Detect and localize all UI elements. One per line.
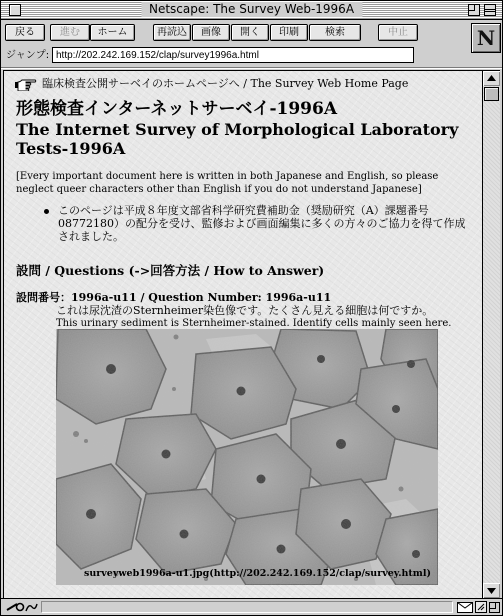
scroll-up-arrow[interactable] xyxy=(483,71,500,86)
find-button[interactable]: 検索 xyxy=(309,24,361,41)
arrow-down-icon xyxy=(483,583,500,598)
home-button[interactable]: ホーム xyxy=(90,24,135,41)
scroll-thumb[interactable] xyxy=(484,87,499,101)
window-title: Netscape: The Survey Web-1996A xyxy=(141,2,362,17)
questions-heading xyxy=(16,263,324,279)
open-button[interactable]: 開く xyxy=(231,24,269,41)
component-bar-icon[interactable] xyxy=(475,601,487,613)
security-key-icon[interactable] xyxy=(5,601,39,613)
window-shade-icon[interactable] xyxy=(484,4,496,16)
question-text-english: This urinary sediment is Sternheimer-stained. Identify cells mainly seen here. xyxy=(56,318,452,329)
question-text-japanese: これは尿沈渣のSternheimer染色像です。たくさん見える細胞は何ですか。 xyxy=(56,304,434,317)
images-button[interactable]: 画像 xyxy=(192,24,230,41)
how-to-answer-link[interactable]: ->回答方法 / How to Answer xyxy=(134,263,319,278)
forward-button[interactable]: 進む xyxy=(50,24,90,41)
questions-label: 設問 / Questions ( xyxy=(16,263,135,278)
title-bar[interactable] xyxy=(1,1,502,20)
language-note: [Every important document here is written in both Japanese and English, so please neglect queer characters other than English if you do not understand Japanese] xyxy=(16,171,439,195)
pointing-hand-icon[interactable] xyxy=(14,77,38,91)
page-title-japanese: 形態検査インターネットサーベイ-1996A xyxy=(16,99,338,119)
urine-sediment-micrograph xyxy=(56,329,438,585)
vertical-scrollbar[interactable] xyxy=(482,70,500,598)
arrow-up-icon xyxy=(483,71,500,86)
navigation-toolbar xyxy=(1,20,502,44)
location-label: ジャンプ: xyxy=(6,50,50,61)
question-number: 設問番号：1996a-u11 / Question Number: 1996a-u11 xyxy=(16,291,332,304)
page-content xyxy=(3,70,482,599)
close-box-icon[interactable] xyxy=(9,4,21,16)
toolbar-divider xyxy=(1,67,502,69)
back-button[interactable]: 戻る xyxy=(5,24,45,41)
page-title-english: The Internet Survey of Morphological Laboratory Tests-1996A xyxy=(16,120,459,158)
scroll-down-arrow[interactable] xyxy=(483,583,500,598)
status-message xyxy=(41,601,453,613)
reload-button[interactable]: 再読込 xyxy=(153,24,191,41)
bullet-icon xyxy=(44,209,49,214)
mail-icon[interactable] xyxy=(457,602,473,613)
status-bar xyxy=(1,598,502,616)
print-button[interactable]: 印刷 xyxy=(270,24,308,41)
stop-button[interactable]: 中止 xyxy=(378,24,418,41)
questions-close-paren: ) xyxy=(318,263,325,278)
image-caption: surveyweb1996a-u1.jpg(http://202.242.169.152/clap/survey.html) xyxy=(84,568,431,579)
location-input[interactable] xyxy=(52,47,414,63)
zoom-box-icon[interactable] xyxy=(468,4,480,16)
funding-note: このページは平成８年度文部省科学研究費補助金（奨励研究（A）課題番号08772180）の配分を受け、監修および画面編集に多くの方々のご協力を得て作成されました。 xyxy=(58,204,466,243)
grow-box-icon[interactable] xyxy=(489,602,500,613)
netscape-logo[interactable]: N xyxy=(471,23,501,53)
home-page-link[interactable]: 臨床検査公開サーベイのホームページへ / The Survey Web Home Page xyxy=(42,77,409,90)
